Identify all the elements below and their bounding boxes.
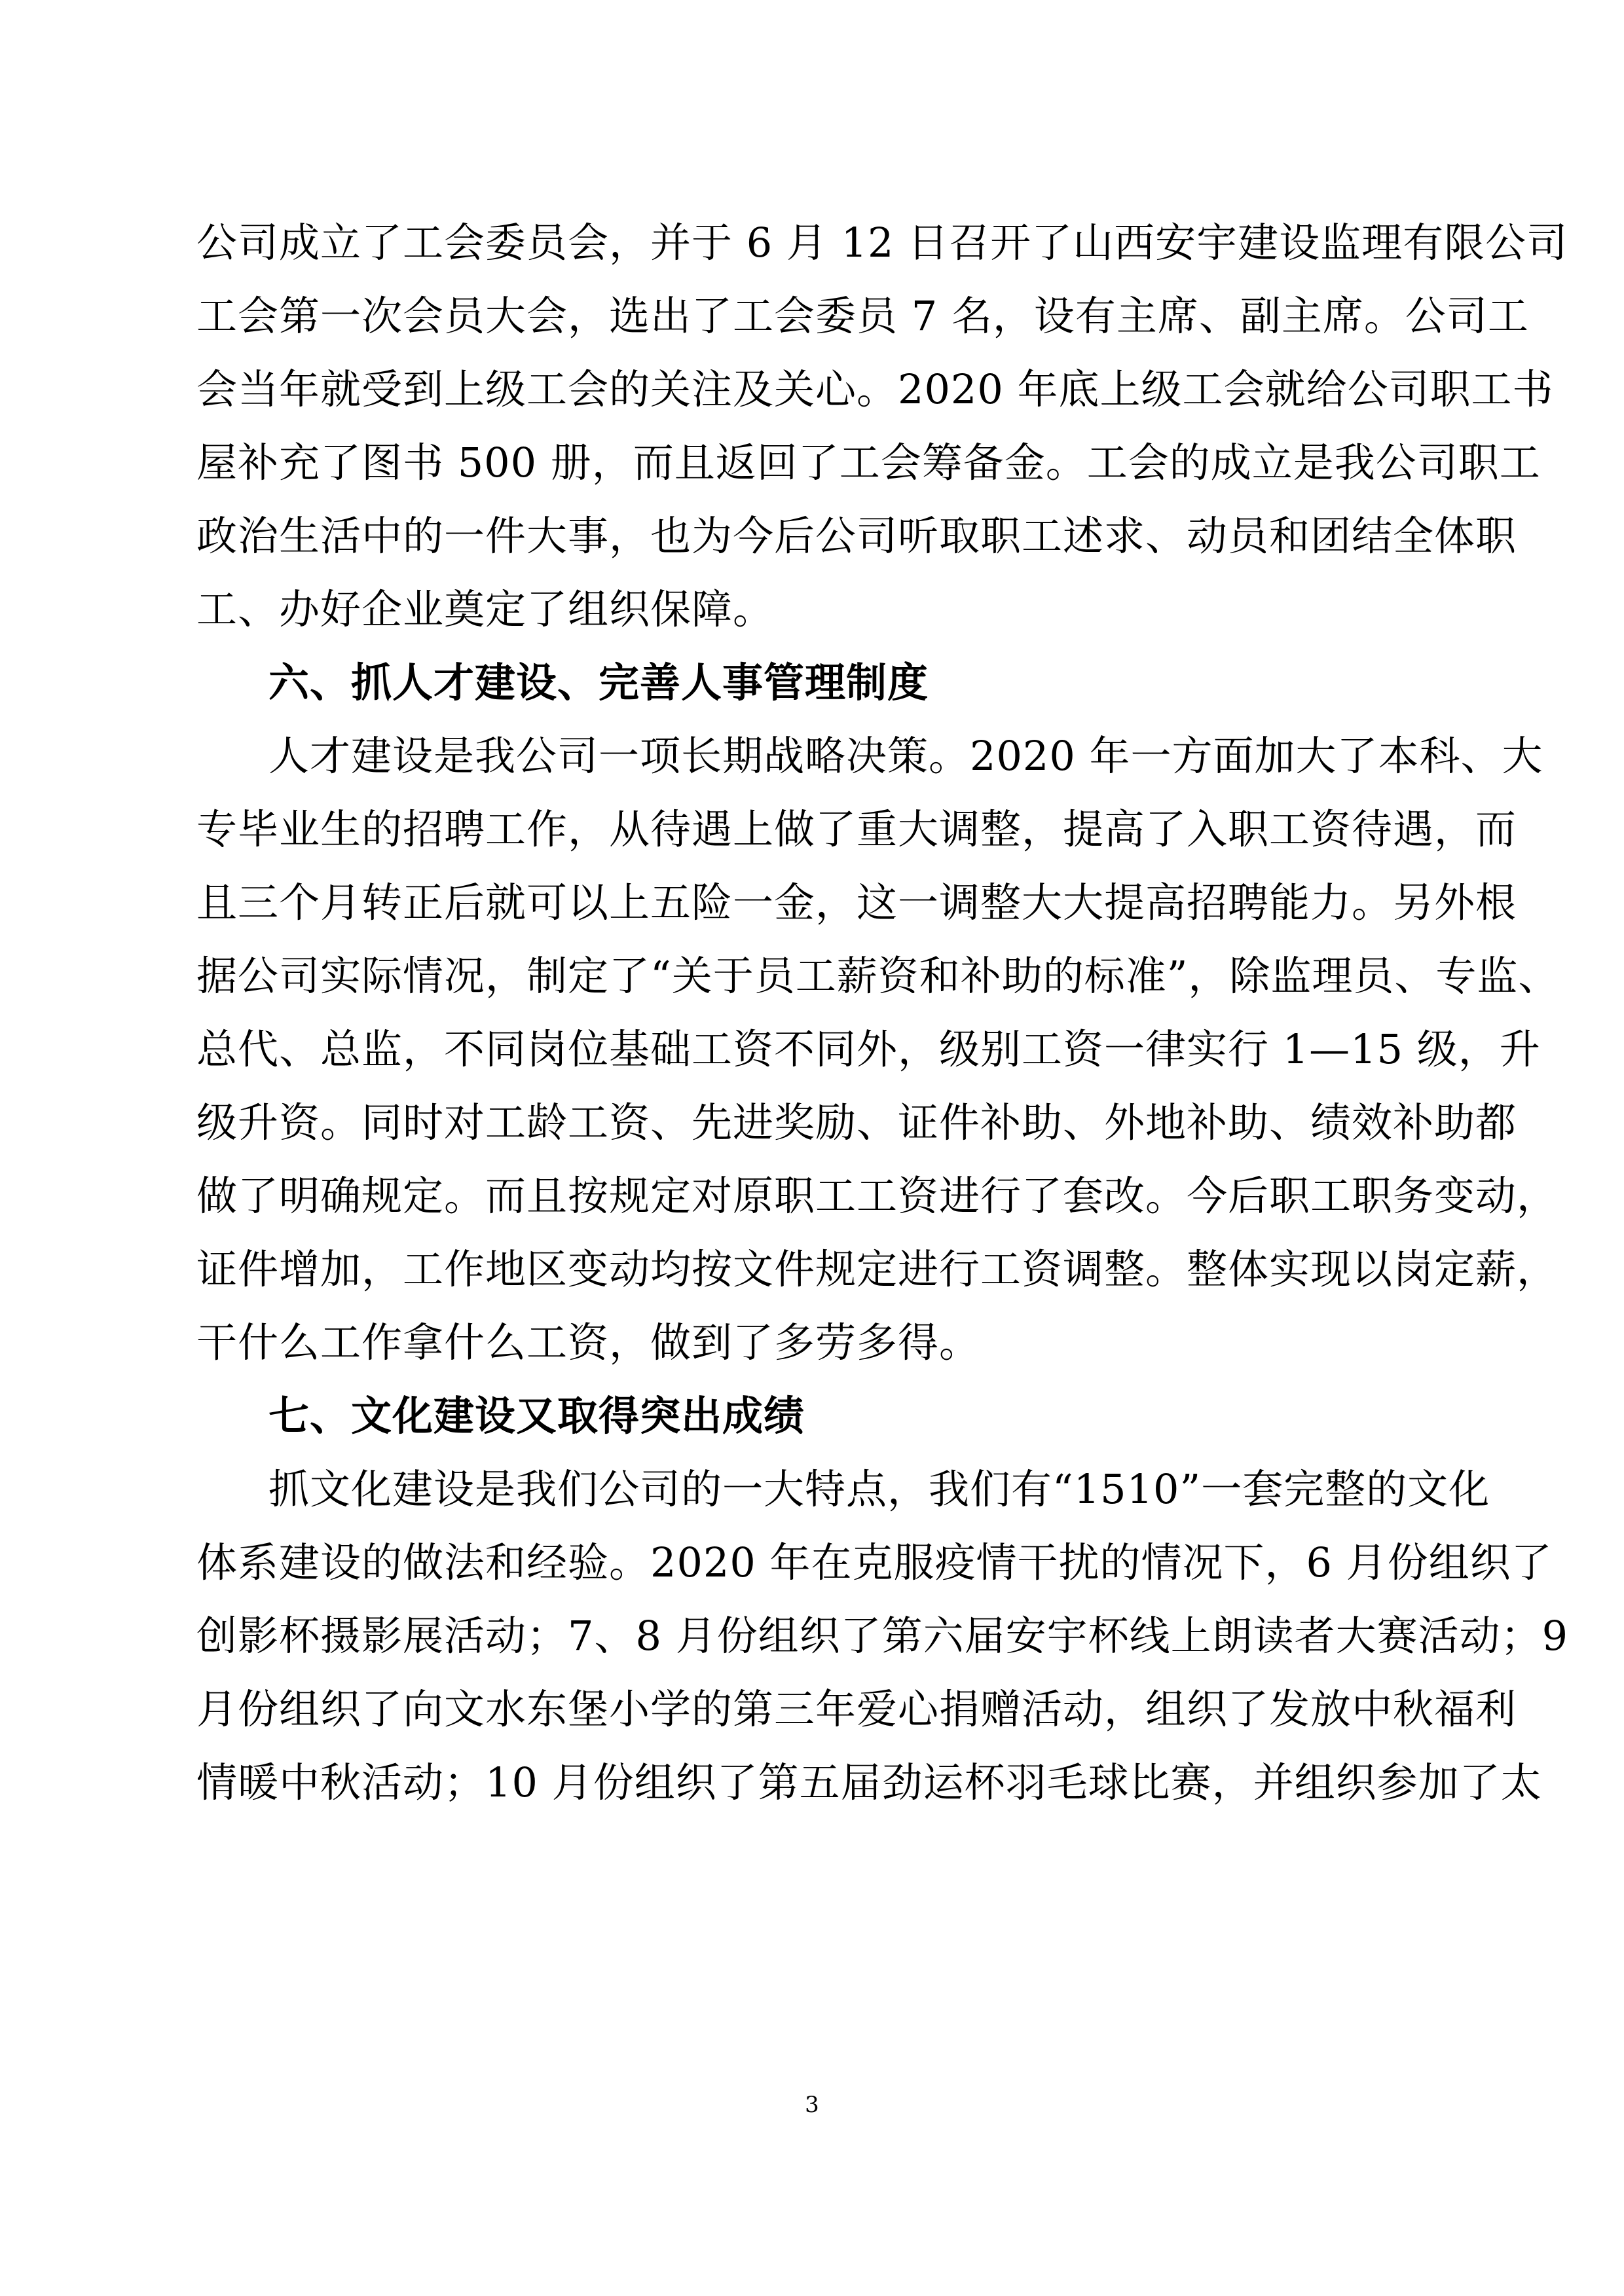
paragraph-line: 且三个月转正后就可以上五险一金，这一调整大大提高招聘能力。另外根 <box>196 879 1517 926</box>
paragraph-line: 证件增加，工作地区变动均按文件规定进行工资调整。整体实现以岗定薪， <box>196 1245 1559 1293</box>
paragraph-line: 创影杯摄影展活动；7、8 月份组织了第六届安宇杯线上朗读者大赛活动；9 <box>196 1612 1569 1660</box>
paragraph-line: 做了明确规定。而且按规定对原职工工资进行了套改。今后职工职务变动， <box>196 1172 1559 1220</box>
paragraph-line: 人才建设是我公司一项长期战略决策。2020 年一方面加大了本科、大 <box>268 732 1543 780</box>
paragraph-line: 月份组织了向文水东堡小学的第三年爱心捐赠活动，组织了发放中秋福利 <box>196 1685 1517 1733</box>
paragraph-line: 屋补充了图书 500 册，而且返回了工会筹备金。工会的成立是我公司职工 <box>196 439 1541 486</box>
paragraph-line: 专毕业生的招聘工作，从待遇上做了重大调整，提高了入职工资待遇，而 <box>196 805 1517 853</box>
paragraph-line: 会当年就受到上级工会的关注及关心。2020 年底上级工会就给公司职工书 <box>196 365 1554 413</box>
section-heading: 七、文化建设又取得突出成绩 <box>268 1392 805 1440</box>
paragraph-line: 情暖中秋活动；10 月份组织了第五届劲运杯羽毛球比赛，并组织参加了太 <box>196 1758 1542 1806</box>
paragraph-line: 总代、总监，不同岗位基础工资不同外，级别工资一律实行 1—15 级，升 <box>196 1025 1541 1073</box>
paragraph-line: 政治生活中的一件大事，也为今后公司听取职工述求、动员和团结全体职 <box>196 512 1517 560</box>
paragraph-line: 据公司实际情况，制定了“关于员工薪资和补助的标准”，除监理员、专监、 <box>196 952 1560 1000</box>
page-number: 3 <box>805 2092 819 2118</box>
paragraph-line: 抓文化建设是我们公司的一大特点，我们有“1510”一套完整的文化 <box>268 1465 1490 1513</box>
paragraph-line: 公司成立了工会委员会，并于 6 月 12 日召开了山西安宇建设监理有限公司 <box>196 219 1568 266</box>
paragraph-line: 级升资。同时对工龄工资、先进奖励、证件补助、外地补助、绩效补助都 <box>196 1099 1517 1146</box>
paragraph-line: 工会第一次会员大会，选出了工会委员 7 名，设有主席、副主席。公司工 <box>196 292 1529 340</box>
paragraph-line: 工、办好企业奠定了组织保障。 <box>196 585 775 633</box>
paragraph-line: 体系建设的做法和经验。2020 年在克服疫情干扰的情况下，6 月份组织了 <box>196 1539 1553 1586</box>
section-heading: 六、抓人才建设、完善人事管理制度 <box>268 659 929 706</box>
paragraph-line: 干什么工作拿什么工资，做到了多劳多得。 <box>196 1319 981 1366</box>
